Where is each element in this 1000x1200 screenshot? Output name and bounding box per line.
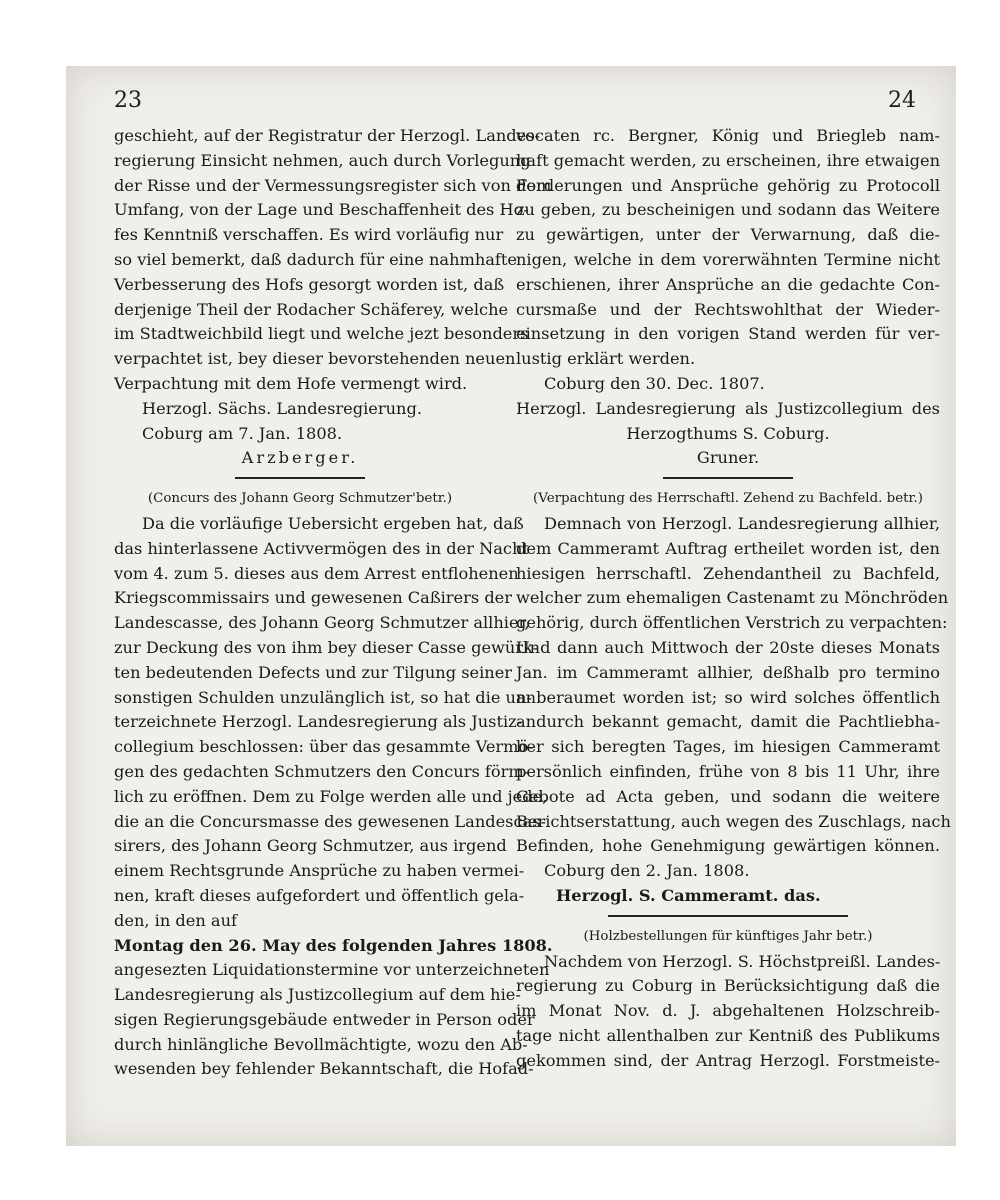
- text-line: andurch bekannt gemacht, damit die Pachtliebha-: [516, 712, 940, 732]
- text-line: Landescasse, des Johann Georg Schmutzer allhier,: [114, 613, 530, 633]
- text-line: der Risse und der Vermessungsregister sich von dem: [114, 175, 552, 195]
- text-line: derjenige Theil der Rodacher Schäferey, welche: [114, 299, 509, 319]
- text-line: persönlich einfinden, frühe von 8 bis 11 Uhr, ihre: [516, 761, 940, 781]
- signature-authority: Herzogl. Landesregierung als Justizcollegium des: [516, 398, 940, 418]
- text-line: ber sich beregten Tages, im hiesigen Cammeramt: [516, 737, 940, 757]
- text-line: vom 4. zum 5. dieses aus dem Arrest entflohenen: [114, 563, 519, 583]
- text-line: haft gemacht werden, zu erscheinen, ihre etwaigen: [516, 150, 940, 170]
- text-line: einem Rechtsgrunde Ansprüche zu haben vermei-: [114, 861, 525, 881]
- text-line: terzeichnete Herzogl. Landesregierung als Justiz-: [114, 712, 523, 732]
- page-number-left: 23: [114, 88, 142, 113]
- text-line: im Stadtweichbild liegt und welche jezt besonders: [114, 324, 529, 344]
- text-line: tage nicht allenthalben zur Kentniß des Publikums: [516, 1025, 940, 1045]
- text-line: collegium beschlossen: über das gesammte Vermö-: [114, 737, 534, 757]
- text-line: Nachdem von Herzogl. S. Höchstpreißl. Landes-: [544, 951, 941, 971]
- text-line: anberaumet worden ist; so wird solches öffentlich: [516, 687, 940, 707]
- text-line: Umfang, von der Lage und Beschaffenheit des Ho-: [114, 200, 529, 220]
- text-line: Landesregierung als Justizcollegium auf dem hie-: [114, 985, 521, 1005]
- page-number-right: 24: [888, 88, 916, 113]
- text-line: Verbesserung des Hofs gesorgt worden ist, daß: [114, 274, 505, 294]
- notice-heading: (Verpachtung des Herrschaftl. Zehend zu Bachfeld. betr.): [533, 491, 923, 507]
- text-line: den, in den auf: [114, 910, 237, 930]
- right-page-column: [516, 124, 951, 1073]
- text-line: Verpachtung mit dem Hofe vermengt wird.: [114, 373, 468, 393]
- notice-date: Coburg den 2. Jan. 1808.: [544, 861, 750, 881]
- text-line: so viel bemerkt, daß dadurch für eine nahmhafte: [114, 249, 517, 269]
- text-line: nen, kraft dieses aufgefordert und öffentlich gela-: [114, 885, 525, 905]
- text-line: Forderungen und Ansprüche gehörig zu Protocoll: [516, 175, 940, 195]
- text-line: Berichtserstattung, auch wegen des Zuschlags, nach: [516, 811, 951, 831]
- text-line: durch hinlängliche Bevollmächtigte, wozu den Ab-: [114, 1034, 528, 1054]
- text-line: zu geben, zu bescheinigen und sodann das Weitere: [516, 200, 940, 220]
- text-line: einsetzung in den vorigen Stand werden für ver-: [516, 324, 940, 344]
- section-divider: [663, 477, 793, 479]
- text-line: geschieht, auf der Registratur der Herzogl. Landes-: [114, 126, 540, 145]
- text-line: Kriegscommissairs und gewesenen Caßirers der: [114, 588, 512, 608]
- notice-heading: (Concurs des Johann Georg Schmutzer'betr.): [147, 491, 453, 507]
- section-divider: [235, 477, 365, 479]
- text-line: das hinterlassene Activvermögen des in der Nacht: [114, 538, 529, 558]
- text-line: Da die vorläufige Uebersicht ergeben hat, daß: [142, 513, 524, 533]
- left-page-column: [114, 124, 553, 1082]
- text-line: cursmaße und der Rechtswohlthat der Wieder-: [516, 299, 940, 319]
- text-line: Jan. im Cammeramt allhier, deßhalb pro termino: [516, 662, 940, 682]
- notice-heading: (Holzbestellungen für künftiges Jahr betr.): [583, 928, 873, 944]
- text-line: erschienen, ihrer Ansprüche an die gedachte Con-: [516, 274, 940, 294]
- signature-authority-cont: Herzogthums S. Coburg.: [626, 423, 830, 443]
- text-line: gehörig, durch öffentlichen Verstrich zu verpachten:: [516, 613, 948, 633]
- text-line: fes Kenntniß verschaffen. Es wird vorläufig nur: [114, 225, 504, 245]
- scanned-page-spread: [66, 66, 956, 1146]
- notice-date: Coburg den 30. Dec. 1807.: [544, 373, 765, 393]
- text-line: Gebote ad Acta geben, und sodann die weitere: [516, 786, 940, 806]
- text-line: lustig erklärt werden.: [516, 349, 696, 369]
- text-line: welcher zum ehemaligen Castenamt zu Mönchröden: [516, 588, 949, 608]
- text-line: sirers, des Johann Georg Schmutzer, aus irgend: [114, 836, 507, 856]
- text-line: nigen, welche in dem vorerwähnten Termine nicht: [516, 249, 940, 269]
- text-line: ten bedeutenden Defects und zur Tilgung seiner: [114, 662, 513, 682]
- text-line: regierung Einsicht nehmen, auch durch Vorlegung: [114, 150, 531, 170]
- text-line: regierung zu Coburg in Berücksichtigung daß die: [516, 976, 940, 996]
- text-line: zu gewärtigen, unter der Verwarnung, daß die-: [516, 225, 940, 245]
- text-line: angesezten Liquidationstermine vor unterzeichneten: [114, 960, 550, 980]
- section-divider: [608, 915, 848, 917]
- signer-name: Arzberger.: [241, 448, 359, 468]
- notice-date: Coburg am 7. Jan. 1808.: [142, 423, 343, 443]
- text-line: verpachtet ist, bey dieser bevorstehenden neuen: [114, 349, 516, 369]
- text-line: zur Deckung des von ihm bey dieser Casse gewürk-: [114, 637, 539, 657]
- hearing-date-line: Montag den 26. May des folgenden Jahres 1808.: [114, 935, 553, 955]
- signer-name: Gruner.: [696, 448, 760, 468]
- text-line: gekommen sind, der Antrag Herzogl. Forstmeiste-: [516, 1050, 940, 1070]
- text-line: im Monat Nov. d. J. abgehaltenen Holzschreib-: [516, 1001, 940, 1021]
- text-line: hiesigen herrschaftl. Zehendantheil zu Bachfeld,: [516, 563, 940, 583]
- text-line: Und dann auch Mittwoch der 20ste dieses Monats: [516, 637, 940, 657]
- text-line: Befinden, hohe Genehmigung gewärtigen können.: [516, 836, 940, 856]
- text-line: vocaten rc. Bergner, König und Brieglеb nam-: [516, 126, 940, 145]
- signature-authority: Herzogl. Sächs. Landesregierung.: [142, 398, 422, 418]
- text-line: lich zu eröffnen. Dem zu Folge werden alle und jede,: [114, 786, 548, 806]
- text-line: sonstigen Schulden unzulänglich ist, so hat die un-: [114, 687, 532, 707]
- text-line: Demnach von Herzogl. Landesregierung allhier,: [544, 513, 940, 533]
- text-line: sigen Regierungsgebäude entweder in Person oder: [114, 1009, 535, 1029]
- text-line: dem Cammeramt Auftrag ertheilet worden ist, den: [516, 538, 940, 558]
- text-line: die an die Concursmasse des gewesenen Landescas-: [114, 811, 546, 831]
- text-line: wesenden bey fehlender Bekanntschaft, die Hofad-: [114, 1059, 534, 1079]
- signer-name: Herzogl. S. Cammeramt. das.: [556, 885, 821, 905]
- text-line: gen des gedachten Schmutzers den Concurs förm-: [114, 761, 530, 781]
